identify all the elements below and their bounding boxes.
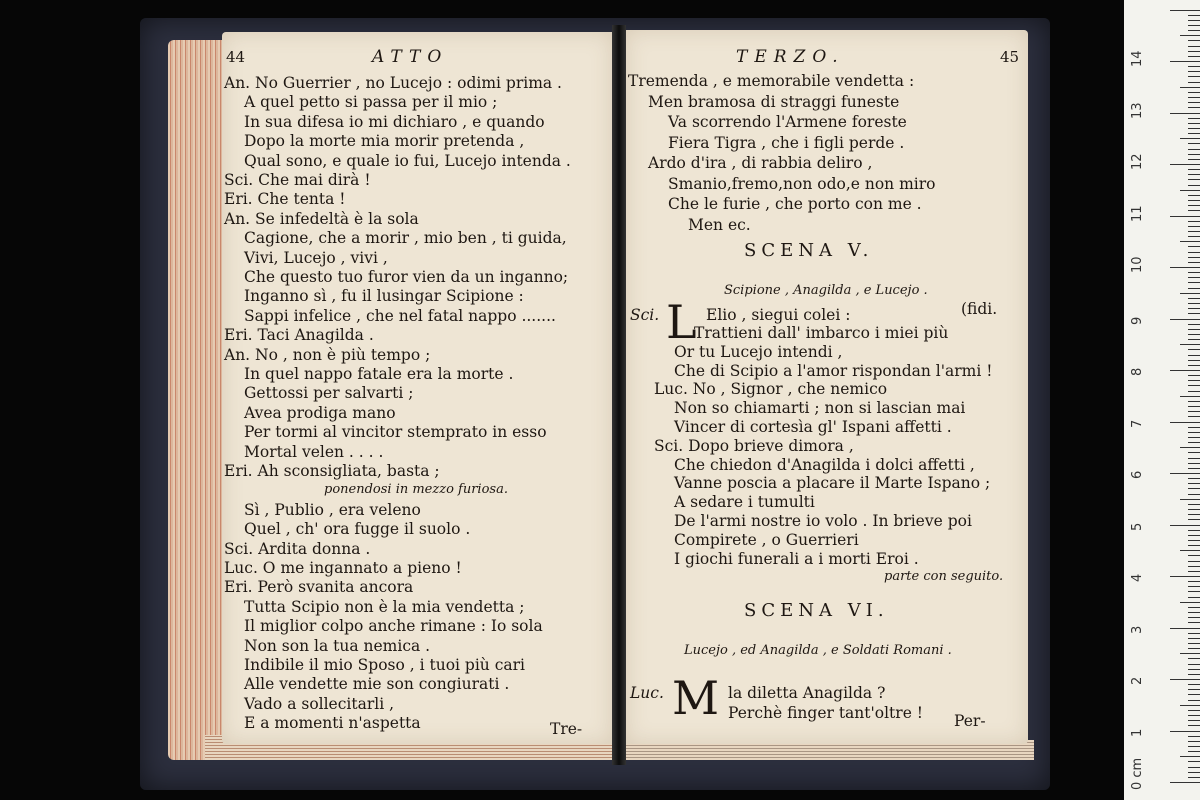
ruler-tick: [1188, 612, 1200, 613]
scene-6-speaker: Luc.: [630, 684, 664, 702]
ruler-tick: [1188, 555, 1200, 556]
ruler-tick: [1170, 679, 1200, 680]
ruler-tick: [1188, 272, 1200, 273]
text-line: An. Se infedeltà è la sola: [224, 209, 419, 228]
ruler-tick: [1188, 437, 1200, 438]
ruler-tick: [1188, 246, 1200, 247]
ruler-tick: [1188, 694, 1200, 695]
ruler-tick: [1188, 174, 1200, 175]
text-line: Smanio,fremo,non odo,e non miro: [668, 174, 936, 193]
ruler-tick: [1188, 252, 1200, 253]
text-line: Che di Scipio a l'amor rispondan l'armi !: [674, 361, 993, 380]
text-line: Per tormi al vincitor stemprato in esso: [244, 423, 547, 442]
ruler-tick: [1170, 782, 1200, 783]
text-line: Il miglior colpo anche rimane : Io sola: [244, 617, 543, 636]
ruler-tick: [1188, 231, 1200, 232]
ruler-tick: [1188, 633, 1200, 634]
ruler-tick: [1188, 71, 1200, 72]
ruler-tick: [1188, 494, 1200, 495]
ruler-label: 12: [1130, 153, 1145, 170]
ruler-tick: [1180, 87, 1200, 88]
ruler-tick: [1188, 128, 1200, 129]
ruler-tick: [1180, 138, 1200, 139]
left-page: [222, 32, 612, 744]
text-line: Eri. Che tenta !: [224, 190, 346, 209]
ruler-tick: [1188, 710, 1200, 711]
text-line: Vivi, Lucejo , vivi ,: [244, 248, 388, 267]
ruler-tick: [1188, 483, 1200, 484]
ruler-tick: [1170, 216, 1200, 217]
text-line: A sedare i tumulti: [674, 493, 815, 512]
ruler-tick: [1180, 756, 1200, 757]
ruler-tick: [1188, 349, 1200, 350]
ruler-tick: [1188, 257, 1200, 258]
text-line: Eri. Però svanita ancora: [224, 578, 414, 597]
ruler-tick: [1188, 185, 1200, 186]
page-stack-edge-left: [168, 40, 226, 760]
ruler-tick: [1188, 658, 1200, 659]
scene-5-cast: Scipione , Anagilda , e Lucejo .: [724, 283, 928, 298]
ruler-tick: [1188, 674, 1200, 675]
ruler-tick: [1188, 360, 1200, 361]
ruler-tick: [1188, 277, 1200, 278]
ruler-tick: [1180, 190, 1200, 191]
scene-6-cast: Lucejo , ed Anagilda , e Soldati Romani .: [684, 643, 952, 658]
text-line: Sci. Che mai dirà !: [224, 171, 371, 189]
scene-5-drop-cap: L: [666, 295, 697, 349]
scene-5-title: SCENA V.: [744, 240, 874, 261]
ruler-tick: [1188, 375, 1200, 376]
ruler-tick: [1188, 195, 1200, 196]
text-line: In quel nappo fatale era la morte .: [244, 365, 514, 383]
ruler-tick: [1188, 504, 1200, 505]
ruler-tick: [1188, 324, 1200, 325]
text-line: Or tu Lucejo intendi ,: [674, 342, 843, 361]
ruler-tick: [1188, 303, 1200, 304]
text-line: Eri. Ah sconsigliata, basta ;: [224, 462, 440, 480]
ruler-tick: [1188, 282, 1200, 283]
ruler-tick: [1188, 530, 1200, 531]
ruler-tick: [1188, 15, 1200, 16]
ruler-label: 4: [1130, 573, 1145, 582]
text-line: Cagione, che a morir , mio ben , ti guida,: [244, 229, 567, 248]
ruler-tick: [1188, 385, 1200, 386]
ruler-tick: [1188, 205, 1200, 206]
ruler-tick: [1188, 767, 1200, 768]
left-catchword: Tre-: [550, 720, 583, 738]
right-catchword: Per-: [954, 712, 986, 730]
ruler-tick: [1188, 416, 1200, 417]
ruler-tick: [1188, 339, 1200, 340]
ruler-tick: [1188, 458, 1200, 459]
ruler-tick: [1188, 689, 1200, 690]
ruler-tick: [1170, 10, 1200, 11]
ruler-tick: [1188, 40, 1200, 41]
ruler-tick: [1188, 617, 1200, 618]
text-line: Sci. Dopo brieve dimora ,: [654, 436, 854, 455]
ruler-tick: [1188, 566, 1200, 567]
text-line: Indibile il mio Sposo , i tuoi più cari: [244, 656, 526, 674]
ruler-label: 0 cm: [1130, 757, 1145, 790]
text-line: Tutta Scipio non è la mia vendetta ;: [244, 597, 525, 616]
text-line: Ardo d'ira , di rabbia deliro ,: [648, 154, 873, 172]
ruler-tick: [1188, 664, 1200, 665]
ruler-tick: [1180, 705, 1200, 706]
text-line: la diletta Anagilda ?: [728, 684, 886, 702]
ruler-tick: [1188, 751, 1200, 752]
ruler-tick: [1188, 82, 1200, 83]
ruler-tick: [1188, 365, 1200, 366]
ruler-tick: [1188, 622, 1200, 623]
ruler-tick: [1180, 293, 1200, 294]
text-line: Che questo tuo furor vien da un inganno;: [244, 268, 569, 286]
ruler-tick: [1188, 607, 1200, 608]
text-line: Sappi infelice , che nel fatal nappo .......: [244, 306, 556, 325]
right-running-head: TERZO.: [736, 47, 845, 67]
ruler-tick: [1180, 396, 1200, 397]
ruler-tick: [1188, 97, 1200, 98]
text-line: Mortal velen . . . .: [244, 442, 384, 461]
ruler-label: 6: [1130, 470, 1145, 479]
ruler-tick: [1188, 432, 1200, 433]
ruler-tick: [1188, 700, 1200, 701]
ruler-tick: [1180, 241, 1200, 242]
ruler-tick: [1188, 648, 1200, 649]
ruler-tick: [1188, 777, 1200, 778]
ruler-tick: [1188, 46, 1200, 47]
ruler-tick: [1188, 210, 1200, 211]
ruler-tick: [1188, 741, 1200, 742]
ruler-tick: [1188, 76, 1200, 77]
book-gutter: [612, 25, 626, 765]
ruler-tick: [1188, 545, 1200, 546]
ruler-tick: [1180, 550, 1200, 551]
ruler-tick: [1188, 298, 1200, 299]
ruler-tick: [1170, 113, 1200, 114]
text-line: Vincer di cortesìa gl' Ispani affetti .: [674, 418, 952, 436]
ruler-tick: [1188, 715, 1200, 716]
ruler-tick: [1188, 427, 1200, 428]
ruler-tick: [1188, 406, 1200, 407]
ruler-tick: [1188, 118, 1200, 119]
ruler-tick: [1170, 422, 1200, 423]
ruler-tick: [1188, 179, 1200, 180]
left-page-number: 44: [226, 48, 246, 66]
ruler-tick: [1188, 391, 1200, 392]
scene-5-first-line-tail: (fidi.: [961, 300, 998, 318]
ruler-tick: [1170, 61, 1200, 62]
scene-5-exit: parte con seguito.: [884, 569, 1004, 584]
ruler-tick: [1188, 200, 1200, 201]
ruler-tick: [1188, 725, 1200, 726]
text-line: Luc. No , Signor , che nemico: [654, 380, 888, 399]
text-line: Sì , Publio , era veleno: [244, 500, 421, 519]
ruler-tick: [1170, 525, 1200, 526]
text-line: Avea prodiga mano: [244, 403, 396, 422]
text-line: De l'armi nostre io volo . In brieve poi: [674, 512, 972, 530]
ruler-tick: [1188, 488, 1200, 489]
ruler-tick: [1188, 334, 1200, 335]
ruler-tick: [1188, 123, 1200, 124]
text-line: Quel , ch' ora fugge il suolo .: [244, 520, 471, 539]
ruler-label: 8: [1130, 367, 1145, 376]
ruler-tick: [1188, 30, 1200, 31]
ruler-tick: [1188, 226, 1200, 227]
ruler-tick: [1188, 669, 1200, 670]
ruler-tick: [1188, 92, 1200, 93]
text-line: Inganno sì , fu il lusingar Scipione :: [244, 287, 524, 306]
ruler-tick: [1188, 51, 1200, 52]
text-line: I giochi funerali a i morti Eroi .: [674, 549, 919, 568]
ruler-tick: [1180, 499, 1200, 500]
text-line: Dopo la morte mia morir pretenda ,: [244, 132, 525, 151]
text-line: Gettossi per salvarti ;: [244, 384, 414, 403]
ruler-tick: [1188, 154, 1200, 155]
scene-6-drop-cap: M: [672, 671, 720, 725]
ruler-tick: [1188, 380, 1200, 381]
ruler-tick: [1180, 344, 1200, 345]
ruler-tick: [1170, 319, 1200, 320]
ruler-tick: [1188, 133, 1200, 134]
text-line: Che le furie , che porto con me .: [668, 195, 922, 213]
ruler-tick: [1188, 638, 1200, 639]
ruler-tick: [1188, 468, 1200, 469]
ruler-tick: [1188, 761, 1200, 762]
ruler-tick: [1180, 35, 1200, 36]
ruler-label: 5: [1130, 522, 1145, 531]
ruler-tick: [1188, 736, 1200, 737]
ruler-label: 7: [1130, 419, 1145, 428]
measurement-ruler: [1124, 0, 1200, 800]
ruler-tick: [1188, 540, 1200, 541]
ruler-tick: [1188, 772, 1200, 773]
ruler-tick: [1188, 355, 1200, 356]
ruler-tick: [1188, 720, 1200, 721]
ruler-tick: [1170, 473, 1200, 474]
ruler-tick: [1188, 401, 1200, 402]
ruler-tick: [1188, 535, 1200, 536]
scene-5-first-line: Elio , siegui colei :: [706, 306, 851, 324]
ruler-label: 2: [1130, 676, 1145, 685]
text-line: Men ec.: [688, 215, 751, 234]
text-line: E a momenti n'aspetta: [244, 714, 421, 733]
ruler-tick: [1188, 20, 1200, 21]
text-line: A quel petto si passa per il mio ;: [244, 93, 498, 112]
ruler-tick: [1188, 66, 1200, 67]
text-line: Sci. Ardita donna .: [224, 539, 371, 558]
ruler-label: 9: [1130, 316, 1145, 325]
ruler-label: 10: [1130, 256, 1145, 273]
right-page: [626, 30, 1028, 744]
ruler-tick: [1188, 597, 1200, 598]
ruler-tick: [1188, 169, 1200, 170]
ruler-tick: [1188, 684, 1200, 685]
ruler-tick: [1188, 452, 1200, 453]
ruler-tick: [1188, 149, 1200, 150]
ruler-tick: [1188, 262, 1200, 263]
text-line: Fiera Tigra , che i figli perde .: [668, 133, 905, 152]
ruler-tick: [1188, 102, 1200, 103]
ruler-tick: [1180, 602, 1200, 603]
ruler-tick: [1188, 591, 1200, 592]
text-line: In sua difesa io mi dichiaro , e quando: [244, 112, 545, 131]
ruler-tick: [1170, 628, 1200, 629]
text-line: Non son la tua nemica .: [244, 636, 431, 655]
ruler-tick: [1170, 267, 1200, 268]
ruler-tick: [1188, 56, 1200, 57]
ruler-tick: [1170, 164, 1200, 165]
ruler-label: 11: [1130, 204, 1145, 222]
ruler-tick: [1188, 236, 1200, 237]
ruler-tick: [1188, 25, 1200, 26]
text-line: Tremenda , e memorabile vendetta :: [628, 72, 915, 90]
ruler-tick: [1188, 746, 1200, 747]
ruler-tick: [1188, 514, 1200, 515]
ruler-tick: [1188, 463, 1200, 464]
text-line: ponendosi in mezzo furiosa.: [324, 482, 508, 498]
text-line: Trattieni dall' imbarco i miei più: [694, 324, 949, 342]
text-line: Non so chiamarti ; non si lascian mai: [674, 399, 966, 418]
text-line: Compirete , o Guerrieri: [674, 530, 859, 549]
text-line: Perchè finger tant'oltre !: [728, 704, 924, 722]
ruler-tick: [1188, 143, 1200, 144]
ruler-tick: [1188, 561, 1200, 562]
ruler-tick: [1188, 571, 1200, 572]
ruler-tick: [1188, 329, 1200, 330]
ruler-label: 3: [1130, 625, 1145, 634]
ruler-tick: [1180, 653, 1200, 654]
text-line: Luc. O me ingannato a pieno !: [224, 559, 462, 577]
ruler-tick: [1188, 581, 1200, 582]
ruler-tick: [1188, 159, 1200, 160]
ruler-tick: [1180, 447, 1200, 448]
ruler-tick: [1188, 442, 1200, 443]
ruler-tick: [1188, 107, 1200, 108]
ruler-tick: [1170, 576, 1200, 577]
text-line: Eri. Taci Anagilda .: [224, 326, 374, 345]
right-page-number: 45: [1000, 48, 1020, 66]
ruler-tick: [1188, 643, 1200, 644]
text-line: An. No Guerrier , no Lucejo : odimi prima .: [224, 74, 562, 92]
ruler-tick: [1188, 221, 1200, 222]
text-line: Va scorrendo l'Armene foreste: [668, 113, 907, 131]
text-line: An. No , non è più tempo ;: [224, 345, 431, 364]
text-line: Vanne poscia a placare il Marte Ispano ;: [674, 474, 991, 493]
text-line: Men bramosa di straggi funeste: [648, 92, 900, 111]
ruler-tick: [1188, 586, 1200, 587]
ruler-tick: [1188, 313, 1200, 314]
ruler-tick: [1188, 308, 1200, 309]
ruler-tick: [1188, 509, 1200, 510]
ruler-tick: [1188, 519, 1200, 520]
text-line: Vado a sollecitarli ,: [244, 694, 395, 713]
text-line: Che chiedon d'Anagilda i dolci affetti ,: [674, 455, 975, 474]
ruler-label: 13: [1130, 101, 1145, 119]
ruler-tick: [1188, 288, 1200, 289]
ruler-tick: [1170, 731, 1200, 732]
scene-5-speaker: Sci.: [630, 306, 660, 324]
text-line: Alle vendette mie son congiurati .: [244, 675, 510, 694]
left-running-head: ATTO: [372, 47, 449, 67]
ruler-label: 1: [1130, 728, 1145, 737]
ruler-tick: [1170, 370, 1200, 371]
ruler-label: 14: [1130, 50, 1145, 67]
ruler-tick: [1188, 478, 1200, 479]
ruler-tick: [1188, 411, 1200, 412]
scene-6-title: SCENA VI.: [744, 600, 889, 621]
text-line: Qual sono, e quale io fui, Lucejo intenda .: [244, 151, 571, 170]
